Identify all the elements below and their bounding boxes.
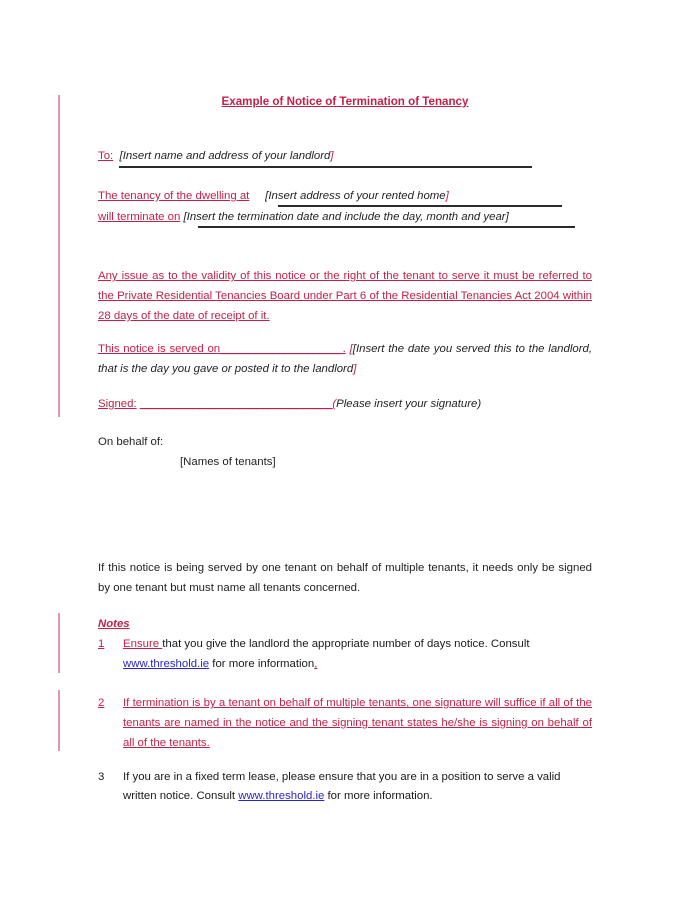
note-1-text-after-link: for more information bbox=[209, 658, 315, 670]
signed-blank: _________________________________ bbox=[139, 398, 333, 410]
note-1-lead: Ensure bbox=[123, 638, 163, 650]
revision-change-bar-top bbox=[58, 95, 60, 417]
note-item-3 bbox=[98, 768, 590, 806]
to-fill-rule bbox=[119, 166, 532, 168]
to-label: To: bbox=[98, 150, 114, 162]
note-1-trailing-comma: , bbox=[314, 658, 318, 670]
served-on-line bbox=[98, 339, 592, 379]
served-on-bracket-open: [ bbox=[349, 343, 353, 355]
terminate-label: will terminate on bbox=[98, 211, 181, 223]
notes-heading: Notes bbox=[98, 618, 130, 630]
note-3-body bbox=[123, 768, 590, 806]
to-placeholder: [Insert name and address of your landlord bbox=[119, 150, 331, 162]
document-title-text: Example of Notice of Termination of Tenancy bbox=[221, 95, 469, 108]
revision-change-bar-note2 bbox=[58, 690, 60, 751]
served-on-label: This notice is served on bbox=[98, 343, 221, 355]
document-title bbox=[0, 95, 690, 108]
note-1-number: 1 bbox=[98, 638, 105, 650]
tenancy-placeholder-bracket: ] bbox=[445, 190, 449, 202]
revision-change-bar-note1 bbox=[58, 613, 60, 673]
served-on-bracket-close: ] bbox=[353, 363, 357, 375]
served-on-blank: _____________________ bbox=[220, 343, 343, 355]
note-item-1 bbox=[98, 634, 568, 674]
terminate-fill-rule bbox=[198, 226, 575, 228]
field-tenancy-line bbox=[98, 186, 618, 206]
terminate-placeholder: [Insert the termination date and include the day, month and year] bbox=[183, 211, 509, 223]
multiple-tenants-paragraph: If this notice is being served by one tenant on behalf of multiple tenants, it needs only be signed by one tenant but must name all tenants concerned. bbox=[98, 562, 592, 594]
signed-hint: Please insert your signature) bbox=[336, 398, 482, 410]
served-on-instruction: [Insert the date you served this to the landlord, that is the day you gave or posted it to the landlord bbox=[98, 343, 592, 375]
threshold-link-note-1[interactable]: www.threshold.ie bbox=[123, 658, 210, 670]
note-3-text-before-link: If you are in a fixed term lease, please ensure that you are in a position to serve a valid written notice. Consult bbox=[123, 771, 561, 802]
signed-label: Signed: bbox=[98, 398, 137, 410]
note-item-2 bbox=[98, 693, 592, 753]
to-placeholder-bracket: ] bbox=[330, 150, 334, 162]
note-1-text-before-link: that you give the landlord the appropriate number of days notice. Consult bbox=[162, 638, 530, 650]
field-to-line bbox=[98, 146, 618, 166]
tenancy-placeholder: [Insert address of your rented home bbox=[265, 190, 446, 202]
note-2-number: 2 bbox=[98, 697, 105, 709]
note-2-text: If termination is by a tenant on behalf of multiple tenants, one signature will suffice if all of the tenants are named in the notice and the signing tenant states he/she is signing on behalf of all of the tenants. bbox=[123, 697, 592, 749]
note-3-text-after-link: for more information. bbox=[324, 790, 433, 802]
tenant-names-placeholder: [Names of tenants] bbox=[180, 456, 276, 468]
field-terminate-line bbox=[98, 207, 618, 227]
signed-hint-paren: ( bbox=[332, 398, 337, 410]
note-3-number: 3 bbox=[98, 771, 105, 783]
note-1-body bbox=[123, 634, 568, 674]
tenancy-label: The tenancy of the dwelling at bbox=[98, 190, 250, 202]
validity-paragraph: Any issue as to the validity of this notice or the right of the tenant to serve it must be referred to the Private Residential Tenancies Board under Part 6 of the Residential Tenancies Act 2004 within 28 days of the date of receipt of it. bbox=[98, 270, 592, 322]
served-on-period: . bbox=[342, 343, 346, 355]
threshold-link-note-3[interactable]: www.threshold.ie bbox=[238, 790, 325, 802]
signed-line bbox=[98, 394, 618, 414]
on-behalf-of-label: On behalf of: bbox=[98, 436, 164, 448]
